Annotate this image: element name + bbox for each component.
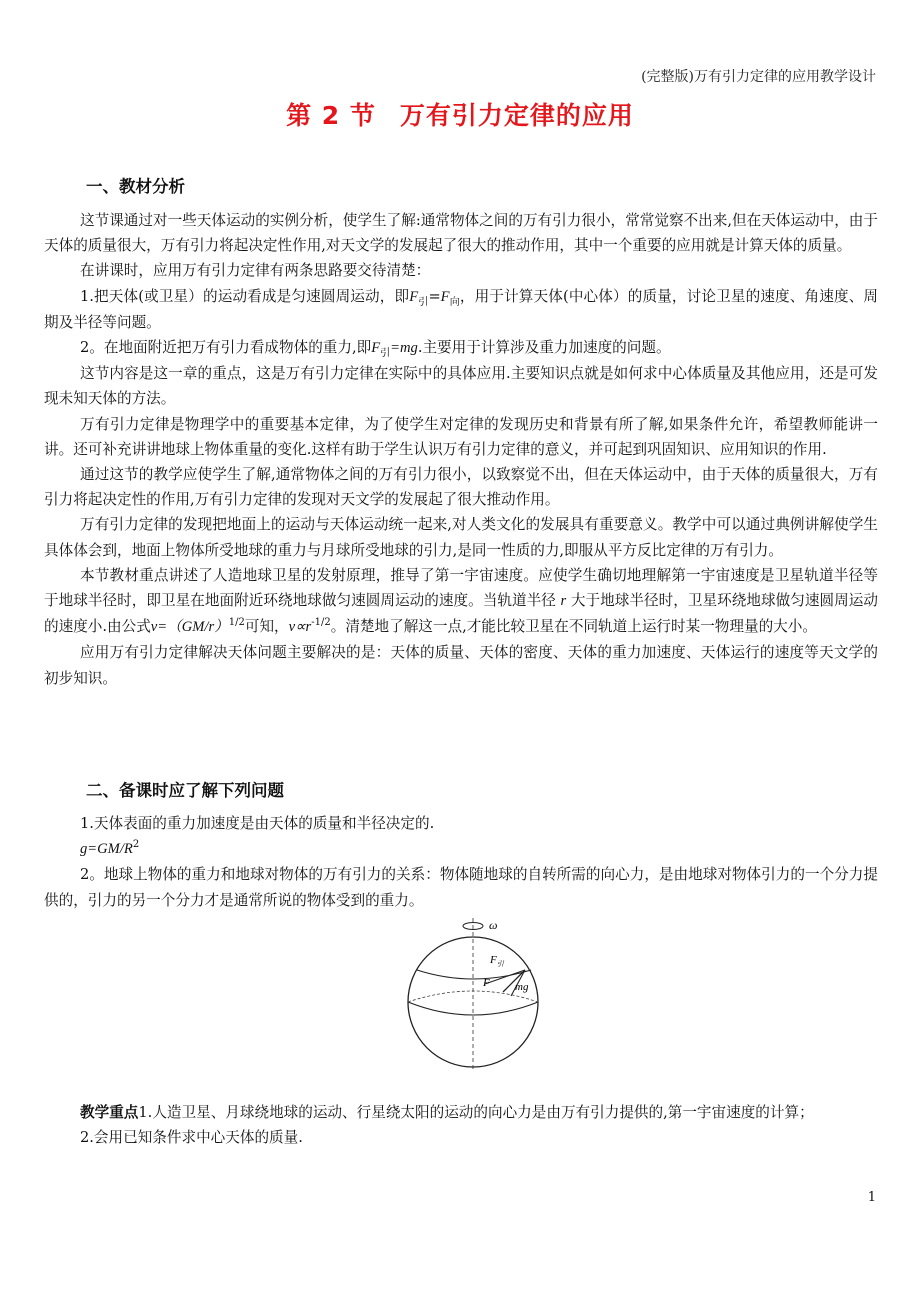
earth-force-diagram [395,910,565,1080]
omega-label: ω [489,918,498,932]
paragraph: 应用万有引力定律解决天体问题主要解决的是：天体的质量、天体的密度、天体的重力加速度、天体运行的速度等天文学的初步知识。 [44,644,878,687]
paragraph: 本节教材重点讲述了人造地球卫星的发射原理，推导了第一宇宙速度。应使学生确切地理解第一宇宙速度是卫星轨道半径等于地球半径时，即卫星在地面附近环绕地球做匀速圆周运动的速度。当轨道半径 r 大于地球半径时，卫星环绕地球做匀速圆周运动的速度小.由公式$v=(GM/r)^{1/2}$可知，$v\propto r^{-1/2}$。清楚地了解这一点,才能比较卫星在不同轨道上运行时某一物理量的大小。 [44,566,878,636]
page-title [0,96,920,132]
question-1: 1.天体表面的重力加速度是由天体的质量和半径决定的. [80,815,435,832]
mg-label: mg [515,981,529,993]
section-number: 第 2 节 [286,101,376,130]
paragraph: 通过这节的教学应使学生了解,通常物体之间的万有引力很小，以致察觉不出，但在天体运动中，由于天体的质量很大，万有引力将起决定性的作用,万有引力定律的发现对天文学的发展起了很大推动作用。 [44,466,878,509]
f-yin-label: $F_引$ [490,954,504,968]
key-points [44,1100,878,1150]
latitude-circle [417,970,531,979]
key-point-1: 教学重点1.人造卫星、月球绕地球的运动、行星绕太阳的运动的向心力是由万有引力提供的,第一宇宙速度的计算； [80,1104,814,1121]
formula: $g=GM/R^2$ [80,839,140,858]
paragraph: 这节内容是这一章的重点，这是万有引力定律在实际中的具体应用.主要知识点就是如何求中心体质量及其他应用，还是可发现未知天体的方法。 [44,365,878,408]
section1-body [44,208,878,691]
paragraph: 万有引力定律的发现把地面上的运动与天体运动统一起来,对人类文化的发展具有重要意义。教学中可以通过典例讲解使学生具体体会到，地面上物体所受地球的重力与月球所受地球的引力,是同一性质的力,即服从平方反比定律的万有引力。 [44,516,878,559]
paragraph: 这节课通过对一些天体运动的实例分析，使学生了解:通常物体之间的万有引力很小，常常觉察不出来,但在天体运动中，由于天体的质量很大，万有引力将起决定性作用,对天文学的发展起了很大的推动作用，其中一个重要的应用就是计算天体的质量。 [44,212,878,255]
paragraph: 2。在地面附近把万有引力看成物体的重力,即$F_引=mg$.主要用于计算涉及重力加速度的问题。 [80,339,671,359]
paragraph: 1.把天体(或卫星）的运动看成是匀速圆周运动，即$F_引=F_向$，用于计算天体(中心体）的质量，讨论卫星的速度、角速度、周期及半径等问题。 [44,287,879,331]
key-point-2: 2.会用已知条件求中心天体的质量. [80,1129,303,1147]
document-header: (完整版)万有引力定律的应用教学设计 [641,69,876,85]
question-2: 2。地球上物体的重力和地球对物体的万有引力的关系：物体随地球的自转所需的向心力，是由地球对物体引力的一个分力提供的，引力的另一个分力才是通常所说的物体受到的重力。 [44,866,878,909]
paragraph: 在讲课时，应用万有引力定律有两条思路要交待清楚： [80,262,431,280]
key-points-label: 教学重点 [80,1104,139,1121]
f-label: F [483,977,490,989]
heading-textbook-analysis: 一、教材分析 [86,177,185,196]
section2-body [44,811,878,913]
page-number: 1 [867,1190,876,1205]
section-title: 万有引力定律的应用 [399,101,634,130]
heading-preparation-questions: 二、备课时应了解下列问题 [86,781,284,800]
paragraph: 万有引力定律是物理学中的重要基本定律，为了使学生对定律的发现历史和背景有所了解,如果条件允许，希望教师能讲一讲。还可补充讲讲地球上物体重量的变化.这样有助于学生认识万有引力定律的意义，并可起到巩固知识、应用知识的作用. [44,415,878,458]
